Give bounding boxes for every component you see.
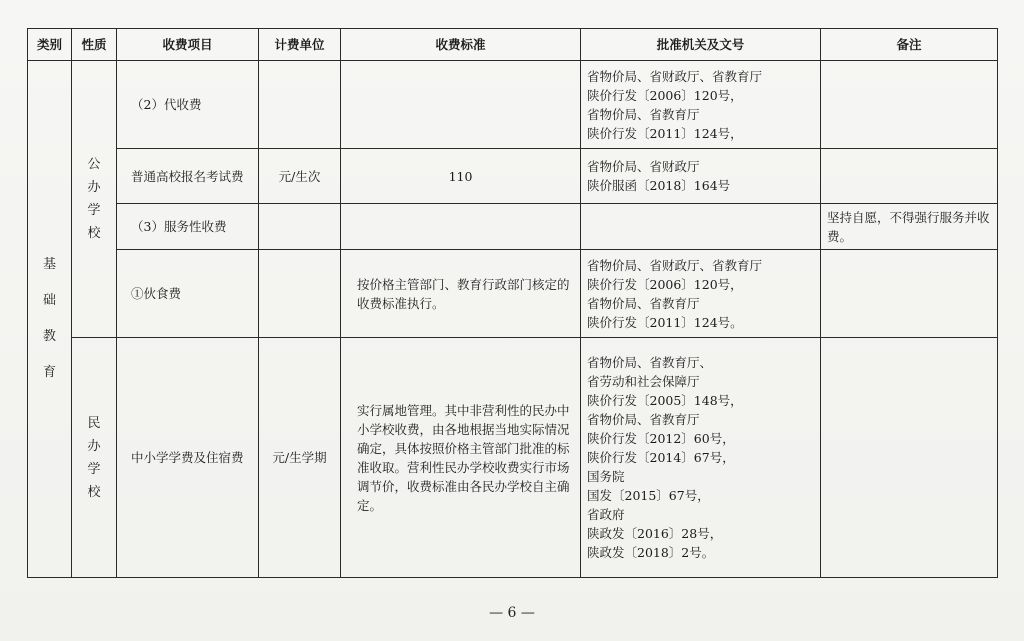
approval-line: 陕价行发〔2012〕60号， (587, 431, 735, 446)
standard-cell: 按价格主管部门、教育行政部门核定的收费标准执行。 (341, 250, 581, 338)
unit-cell (259, 61, 341, 149)
approval-line: 省物价局、省教育厅 (587, 295, 700, 311)
header-item: 收费项目 (117, 29, 259, 61)
unit-cell: 元/生学期 (259, 338, 341, 578)
approval-line: 陕政发〔2016〕28号， (587, 526, 723, 541)
item-cell: （2）代收费 (117, 61, 259, 149)
approval-line: 省物价局、省财政厅、省教育厅 (587, 68, 763, 84)
approval-cell (581, 149, 821, 204)
table-row (28, 250, 998, 338)
header-note: 备注 (821, 29, 998, 61)
approval-line: 陕价行发〔2014〕67号， (587, 450, 735, 465)
table-header-row (28, 29, 998, 61)
standard-cell: 实行属地管理。其中非营利性的民办中小学校收费，由各地根据当地实际情况确定，具体按照价格主管部门批准的标准收取。营利性民办学校收费实行市场调节价，收费标准由各民办学校自主确定。 (341, 338, 581, 578)
approval-line: 省劳动和社会保障厅 (587, 374, 700, 389)
approval-cell (581, 204, 821, 250)
item-cell: 普通高校报名考试费 (117, 149, 259, 204)
table-row (28, 204, 998, 250)
header-unit: 计费单位 (259, 29, 341, 61)
unit-cell: 元/生次 (259, 149, 341, 204)
note-cell (821, 61, 998, 149)
note-cell (821, 149, 998, 204)
approval-line: 陕价行发〔2006〕120号， (587, 87, 743, 103)
note-cell: 坚持自愿，不得强行服务并收费。 (821, 204, 998, 250)
header-standard: 收费标准 (341, 29, 581, 61)
note-cell (821, 250, 998, 338)
approval-cell (581, 338, 821, 578)
approval-line: 省物价局、省教育厅 (587, 106, 700, 122)
approval-line: 省物价局、省教育厅 (587, 412, 700, 427)
approval-cell (581, 61, 821, 149)
nature-public-cell (72, 61, 117, 338)
nature-private-cell (72, 338, 117, 578)
approval-line: 陕价行发〔2005〕148号， (587, 393, 743, 408)
item-cell: 中小学学费及住宿费 (117, 338, 259, 578)
unit-cell (259, 204, 341, 250)
approval-line: 省物价局、省财政厅 (587, 159, 700, 174)
approval-line: 陕政发〔2018〕2号。 (587, 545, 715, 560)
standard-cell (341, 204, 581, 250)
approval-line: 陕价行发〔2006〕120号， (587, 276, 743, 292)
approval-line: 陕价行发〔2011〕124号， (587, 125, 743, 141)
nature-private-label: 民办学校 (87, 415, 101, 500)
item-cell: （3）服务性收费 (117, 204, 259, 250)
note-cell (821, 338, 998, 578)
standard-cell: 110 (341, 149, 581, 204)
header-approval: 批准机关及文号 (581, 29, 821, 61)
approval-line: 国发〔2015〕67号， (587, 488, 710, 503)
approval-line: 国务院 (587, 469, 625, 484)
fee-table (27, 28, 998, 578)
approval-line: 陕价服函〔2018〕164号 (587, 178, 731, 193)
approval-line: 省物价局、省财政厅、省教育厅 (587, 257, 763, 273)
table-row (28, 149, 998, 204)
page-number: — 6 — (489, 605, 535, 621)
table-row (28, 338, 998, 578)
approval-line: 省物价局、省教育厅、 (587, 355, 713, 370)
unit-cell (259, 250, 341, 338)
approval-line: 省政府 (587, 507, 625, 522)
nature-public-label: 公办学校 (87, 157, 101, 241)
header-category: 类别 (28, 29, 72, 61)
item-cell: ①伙食费 (117, 250, 259, 338)
standard-cell (341, 61, 581, 149)
header-nature: 性质 (72, 29, 117, 61)
category-cell (28, 61, 72, 578)
approval-cell (581, 250, 821, 338)
table-row (28, 61, 998, 149)
approval-line: 陕价行发〔2011〕124号。 (587, 314, 743, 330)
category-label: 基础教育 (42, 257, 56, 380)
